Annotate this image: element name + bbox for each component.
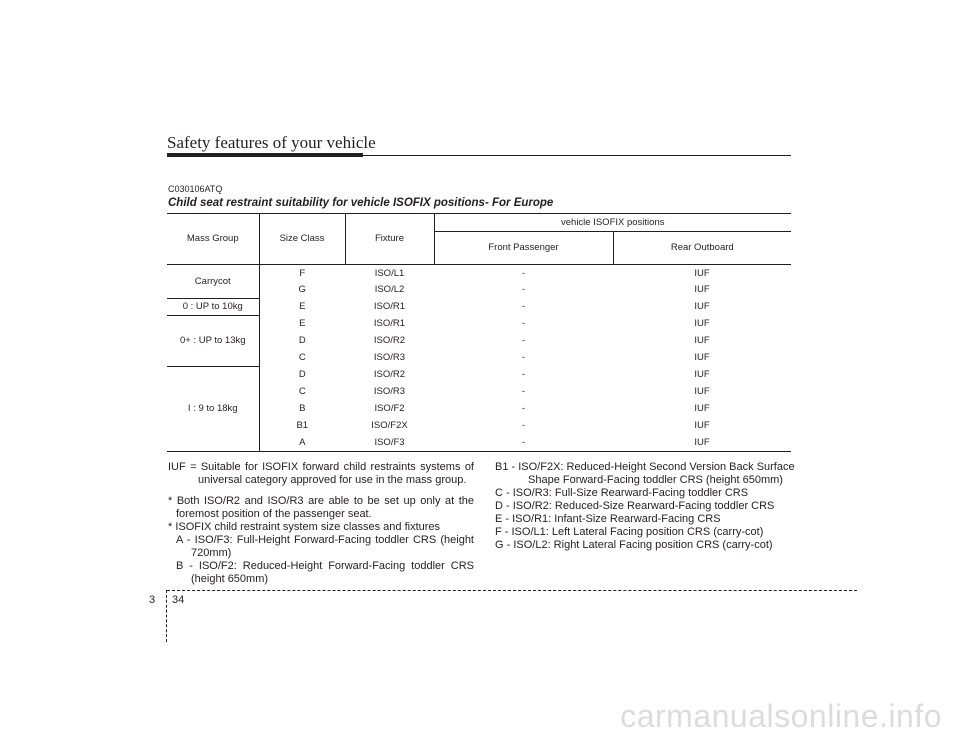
header-size-class: Size Class [259, 214, 345, 265]
size-class-e: E - ISO/R1: Infant-Size Rearward-Facing CRS [495, 513, 721, 525]
fixture-cell: ISO/R3 [373, 386, 406, 398]
fixture-cell: ISO/F2X [371, 420, 408, 432]
table-row [167, 350, 791, 367]
table-row [167, 299, 791, 316]
fixture-cell: ISO/R1 [373, 318, 406, 330]
section-title: Safety features of your vehicle [167, 133, 376, 152]
size-class-a: A - ISO/F3: Full-Height Forward-Facing toddler CRS (height 720mm) [176, 534, 474, 559]
fixture-cell: ISO/L1 [374, 267, 405, 279]
front-passenger-cell: - [521, 284, 526, 296]
table-header-row [167, 214, 791, 232]
table-row [167, 435, 791, 452]
iuf-definition: IUF = Suitable for ISOFIX forward child restraints systems of universal category approved for use in the mass group. [168, 461, 474, 486]
footer-dashed-rule [167, 590, 857, 591]
section-title-bar [167, 153, 363, 157]
footer-dashed-divider [166, 590, 167, 642]
fixture-cell: ISO/R1 [373, 301, 406, 313]
table-row [167, 367, 791, 384]
front-passenger-cell: - [521, 335, 526, 347]
fixture-cell: ISO/L2 [374, 284, 405, 296]
rear-outboard-cell: IUF [694, 369, 710, 381]
table-row [167, 316, 791, 333]
rear-outboard-cell: IUF [694, 386, 710, 398]
fixture-cell: ISO/R2 [373, 369, 406, 381]
header-mass-group: Mass Group [167, 214, 259, 265]
rear-outboard-cell: IUF [694, 437, 710, 448]
header-fixture: Fixture [345, 214, 434, 265]
table-row [167, 265, 791, 282]
rear-outboard-cell: IUF [694, 267, 710, 279]
front-passenger-cell: - [521, 352, 526, 364]
front-passenger-cell: - [521, 437, 526, 448]
mass-group-cell: 0 : UP to 10kg [167, 299, 259, 316]
rear-outboard-cell: IUF [694, 301, 710, 313]
size-class-b: B - ISO/F2: Reduced-Height Forward-Facing toddler CRS (height 650mm) [176, 560, 474, 585]
front-passenger-cell: - [521, 369, 526, 381]
table-heading: Child seat restraint suitability for vehicle ISOFIX positions- For Europe [168, 197, 554, 209]
table-row [167, 418, 791, 435]
header-rear-outboard: Rear Outboard [613, 232, 791, 265]
mass-group-cell: 0+ : UP to 13kg [167, 316, 259, 367]
size-class-cell: G [259, 282, 345, 299]
front-passenger-cell: - [521, 386, 526, 398]
front-passenger-cell: - [521, 301, 526, 313]
size-class-b1: B1 - ISO/F2X: Reduced-Height Second Version Back Surface Shape Forward-Facing toddler CRS (height 650mm) [495, 461, 795, 486]
fixture-cell: ISO/R2 [373, 335, 406, 347]
header-front-passenger: Front Passenger [434, 232, 613, 265]
size-class-cell: E [259, 299, 345, 316]
size-class-cell: C [259, 350, 345, 367]
size-class-cell: F [259, 265, 345, 282]
rear-outboard-cell: IUF [694, 284, 710, 296]
note-size-classes: * ISOFIX child restraint system size classes and fixtures [168, 521, 441, 533]
size-class-cell: D [259, 367, 345, 384]
document-code: C030106ATQ [168, 184, 223, 194]
table-row [167, 401, 791, 418]
page-number: 34 [172, 594, 185, 606]
front-passenger-cell: - [521, 420, 526, 432]
header-vehicle-positions: vehicle ISOFIX positions [434, 214, 791, 232]
size-class-c: C - ISO/R3: Full-Size Rearward-Facing toddler CRS [495, 487, 749, 499]
mass-group-cell: I : 9 to 18kg [187, 403, 238, 415]
fixture-cell: ISO/F3 [374, 437, 405, 448]
table-row [167, 384, 791, 401]
size-class-d: D - ISO/R2: Reduced-Size Rearward-Facing toddler CRS [495, 500, 775, 512]
watermark-text: carmanualsonline.info [620, 698, 942, 734]
front-passenger-cell: - [521, 318, 526, 330]
size-class-cell: B [259, 401, 345, 418]
size-class-cell: B1 [259, 418, 345, 435]
rear-outboard-cell: IUF [694, 318, 710, 330]
isofix-suitability-table [167, 213, 791, 452]
fixture-cell: ISO/F2 [374, 403, 405, 415]
size-class-cell: A [259, 435, 345, 452]
rear-outboard-cell: IUF [694, 335, 710, 347]
size-class-f: F - ISO/L1: Left Lateral Facing position CRS (carry-cot) [495, 526, 764, 538]
fixture-cell: ISO/R3 [373, 352, 406, 364]
size-class-cell: D [259, 333, 345, 350]
table-row [167, 333, 791, 350]
notes-right-column [495, 461, 795, 552]
rear-outboard-cell: IUF [694, 420, 710, 432]
header-rule [363, 155, 791, 156]
chapter-number: 3 [149, 594, 156, 606]
notes-left-column [168, 461, 474, 586]
size-class-cell: C [259, 384, 345, 401]
front-passenger-cell: - [521, 403, 526, 415]
mass-group-cell: Carrycot [167, 265, 259, 299]
note-foremost-position: * Both ISO/R2 and ISO/R3 are able to be set up only at the foremost position of the passenger seat. [168, 495, 474, 520]
size-class-g: G - ISO/L2: Right Lateral Facing position CRS (carry-cot) [495, 539, 773, 551]
size-class-cell: E [259, 316, 345, 333]
table-row [167, 282, 791, 299]
rear-outboard-cell: IUF [694, 352, 710, 364]
front-passenger-cell: - [521, 267, 526, 279]
rear-outboard-cell: IUF [694, 403, 710, 415]
